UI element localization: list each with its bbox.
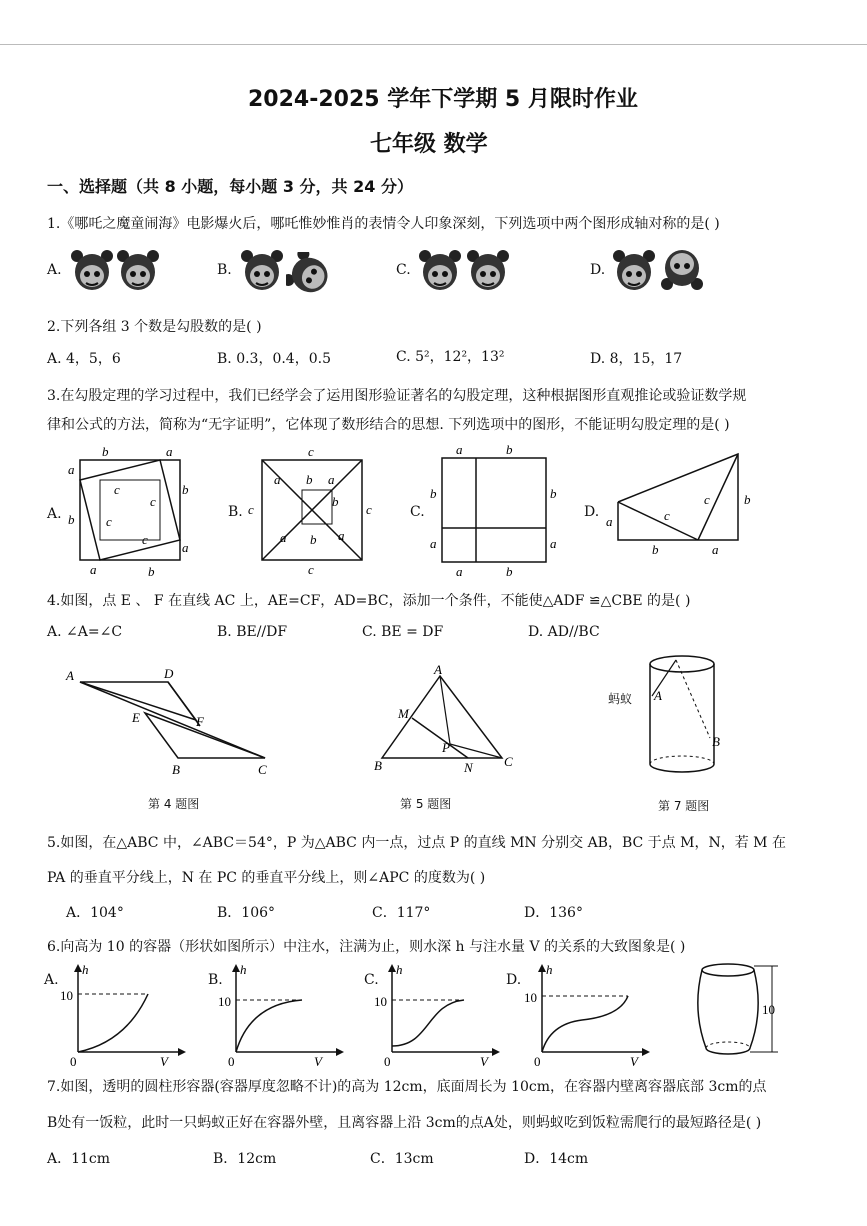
question-5-line2: PA 的垂直平分线上，N 在 PC 的垂直平分线上，则∠APC 的度数为( ): [47, 870, 486, 886]
axis-zero-label: 0: [384, 1054, 391, 1068]
question-7-line1: 7.如图，透明的圆柱形容器(容器厚度忽略不计)的高为 12cm，底面周长为 10cm，在容器内壁离容器底部 3cm的点: [47, 1079, 767, 1095]
nezha-face-icon: [70, 248, 114, 292]
q6-label-d: D.: [506, 972, 522, 988]
axis-zero-label: 0: [228, 1054, 235, 1068]
q4-option-b: B. BE//DF: [217, 624, 288, 640]
svg-text:P: P: [442, 740, 450, 755]
axis-v-label: V: [160, 1054, 168, 1068]
axis-h-label: h: [82, 962, 89, 977]
q3-label-b: B.: [228, 504, 243, 520]
svg-text:F: F: [196, 714, 204, 729]
nezha-face-icon: [612, 248, 656, 292]
figure-7-cylinder: [640, 646, 730, 786]
q4-option-c: C. BE = DF: [362, 624, 444, 640]
svg-text:B: B: [374, 758, 382, 773]
svg-text:a: a: [328, 472, 335, 487]
svg-text:E: E: [132, 710, 140, 725]
svg-text:b: b: [506, 442, 513, 457]
svg-text:b: b: [430, 486, 437, 501]
svg-text:b: b: [310, 532, 317, 547]
q3-label-a: A.: [47, 506, 62, 522]
svg-text:a: a: [90, 562, 97, 577]
nezha-face-icon: [116, 248, 160, 292]
axis-zero-label: 0: [534, 1054, 541, 1068]
svg-text:a: a: [280, 530, 287, 545]
q4-option-a: A. ∠A=∠C: [47, 624, 123, 640]
svg-text:c: c: [366, 502, 372, 517]
svg-text:c: c: [114, 482, 120, 497]
svg-text:a: a: [68, 462, 75, 477]
q5-option-a: A．104°: [66, 905, 124, 921]
axis-h-label: h: [546, 962, 553, 977]
page-title: 2024-2025 学年下学期 5 月限时作业: [248, 87, 638, 112]
svg-text:c: c: [106, 514, 112, 529]
svg-text:D: D: [164, 666, 174, 681]
nezha-face-icon: [418, 248, 462, 292]
svg-text:M: M: [398, 706, 409, 721]
q6-label-a: A.: [44, 972, 59, 988]
section-heading: 一、选择题（共 8 小题，每小题 3 分，共 24 分）: [47, 177, 413, 196]
svg-text:c: c: [150, 494, 156, 509]
q1-label-c: C.: [396, 262, 411, 278]
q6-label-c: C.: [364, 972, 379, 988]
svg-text:c: c: [142, 532, 148, 547]
nezha-face-icon: [240, 248, 284, 292]
page-subtitle: 七年级 数学: [370, 132, 488, 157]
svg-text:A: A: [654, 688, 662, 703]
svg-text:a: a: [550, 536, 557, 551]
axis-v-label: V: [630, 1054, 638, 1068]
svg-text:a: a: [338, 528, 345, 543]
axis-v-label: V: [480, 1054, 488, 1068]
svg-text:c: c: [308, 444, 314, 459]
svg-text:c: c: [664, 508, 670, 523]
svg-text:A: A: [434, 664, 442, 677]
question-3-line2: 律和公式的方法，简称为“无字证明”，它体现了数形结合的思想. 下列选项中的图形，不能证明勾股定理的是( ): [47, 417, 730, 433]
svg-text:c: c: [308, 562, 314, 577]
svg-text:a: a: [274, 472, 281, 487]
q6-label-b: B.: [208, 972, 223, 988]
page-top-border: [0, 44, 867, 45]
q4-option-d: D. AD//BC: [528, 624, 600, 640]
figure-7-caption: 第 7 题图: [658, 799, 710, 813]
axis-h-label: h: [240, 962, 247, 977]
svg-text:b: b: [68, 512, 75, 527]
question-1-stem: 1.《哪吒之魔童闹海》电影爆火后，哪吒惟妙惟肖的表情令人印象深刻，下列选项中两个图形成轴对称的是( ): [47, 216, 720, 232]
q2-option-a: A. 4，5，6: [47, 351, 121, 367]
svg-text:b: b: [652, 542, 659, 557]
svg-text:a: a: [182, 540, 189, 555]
svg-text:b: b: [332, 494, 339, 509]
svg-text:c: c: [704, 492, 710, 507]
axis-ten-label: 10: [374, 994, 387, 1009]
svg-text:A: A: [66, 668, 74, 683]
svg-text:b: b: [148, 564, 155, 579]
svg-text:a: a: [712, 542, 719, 557]
svg-text:a: a: [456, 442, 463, 457]
svg-text:B: B: [712, 734, 720, 749]
question-2-stem: 2.下列各组 3 个数是勾股数的是( ): [47, 319, 262, 335]
nezha-face-inverted-icon: [660, 248, 704, 292]
q6-container-diagram: [692, 960, 792, 1060]
q6-graph-b: [214, 962, 344, 1068]
q2-option-d: D. 8，15，17: [590, 351, 683, 367]
svg-text:C: C: [258, 762, 267, 777]
q2-option-b: B. 0.3，0.4，0.5: [217, 351, 331, 367]
q7-option-c: C．13cm: [370, 1151, 434, 1167]
svg-text:a: a: [606, 514, 613, 529]
q6-graph-d: [520, 962, 650, 1068]
q3-label-d: D.: [584, 504, 600, 520]
svg-text:a: a: [166, 444, 173, 459]
q7-option-b: B．12cm: [213, 1151, 277, 1167]
svg-text:N: N: [464, 760, 473, 775]
q7-option-a: A．11cm: [47, 1151, 111, 1167]
q3-label-c: C.: [410, 504, 425, 520]
q6-graph-c: [370, 962, 500, 1068]
question-7-line2: B处有一饭粒，此时一只蚂蚁正好在容器外壁，且离容器上沿 3cm的点A处，则蚂蚁吃到饭粒需爬行的最短路径是( ): [47, 1115, 762, 1131]
q6-graph-a: [56, 962, 186, 1068]
svg-text:b: b: [506, 564, 513, 579]
q5-option-c: C．117°: [372, 905, 431, 921]
q1-label-b: B.: [217, 262, 232, 278]
axis-zero-label: 0: [70, 1054, 77, 1068]
svg-text:b: b: [744, 492, 751, 507]
q1-label-a: A.: [47, 262, 62, 278]
svg-text:b: b: [102, 444, 109, 459]
axis-ten-label: 10: [60, 988, 73, 1003]
nezha-face-icon: [466, 248, 510, 292]
svg-text:B: B: [172, 762, 180, 777]
q5-option-b: B．106°: [217, 905, 276, 921]
svg-text:b: b: [306, 472, 313, 487]
q2-option-c: C. 5²，12²，13²: [396, 349, 505, 365]
question-5-line1: 5.如图，在△ABC 中，∠ABC＝54°，P 为△ABC 内一点，过点 P 的直线 MN 分别交 AB，BC 于点 M，N，若 M 在: [47, 835, 786, 851]
figure-4-diagram: [60, 660, 280, 780]
svg-text:C: C: [504, 754, 513, 769]
question-3-line1: 3.在勾股定理的学习过程中，我们已经学会了运用图形验证著名的勾股定理，这种根据图形直观推论或验证数学规: [47, 388, 747, 404]
svg-text:b: b: [182, 482, 189, 497]
svg-text:c: c: [248, 502, 254, 517]
q3-figure-b: [244, 444, 374, 580]
axis-v-label: V: [314, 1054, 322, 1068]
question-4-stem: 4.如图，点 E 、 F 在直线 AC 上，AE=CF，AD=BC，添加一个条件，不能使△ADF ≌△CBE 的是( ): [47, 593, 691, 609]
q7-option-d: D．14cm: [524, 1151, 589, 1167]
q3-figure-a: [62, 444, 192, 580]
q3-figure-d: [600, 448, 760, 560]
figure-4-caption: 第 4 题图: [148, 797, 200, 811]
question-6-stem: 6.向高为 10 的容器（形状如图所示）中注水，注满为止，则水深 h 与注水量 V 的关系的大致图象是( ): [47, 939, 686, 955]
figure-5-diagram: [366, 664, 526, 776]
container-height-label: 10: [762, 1002, 775, 1017]
svg-text:a: a: [430, 536, 437, 551]
axis-ten-label: 10: [218, 994, 231, 1009]
svg-text:b: b: [550, 486, 557, 501]
q5-option-d: D．136°: [524, 905, 583, 921]
q3-figure-c: [426, 440, 566, 580]
figure-7-ant-label: 蚂蚁: [608, 692, 633, 706]
axis-ten-label: 10: [524, 990, 537, 1005]
q1-label-d: D.: [590, 262, 606, 278]
figure-5-caption: 第 5 题图: [400, 797, 452, 811]
axis-h-label: h: [396, 962, 403, 977]
svg-text:a: a: [456, 564, 463, 579]
nezha-face-rotated-icon: [286, 252, 330, 296]
